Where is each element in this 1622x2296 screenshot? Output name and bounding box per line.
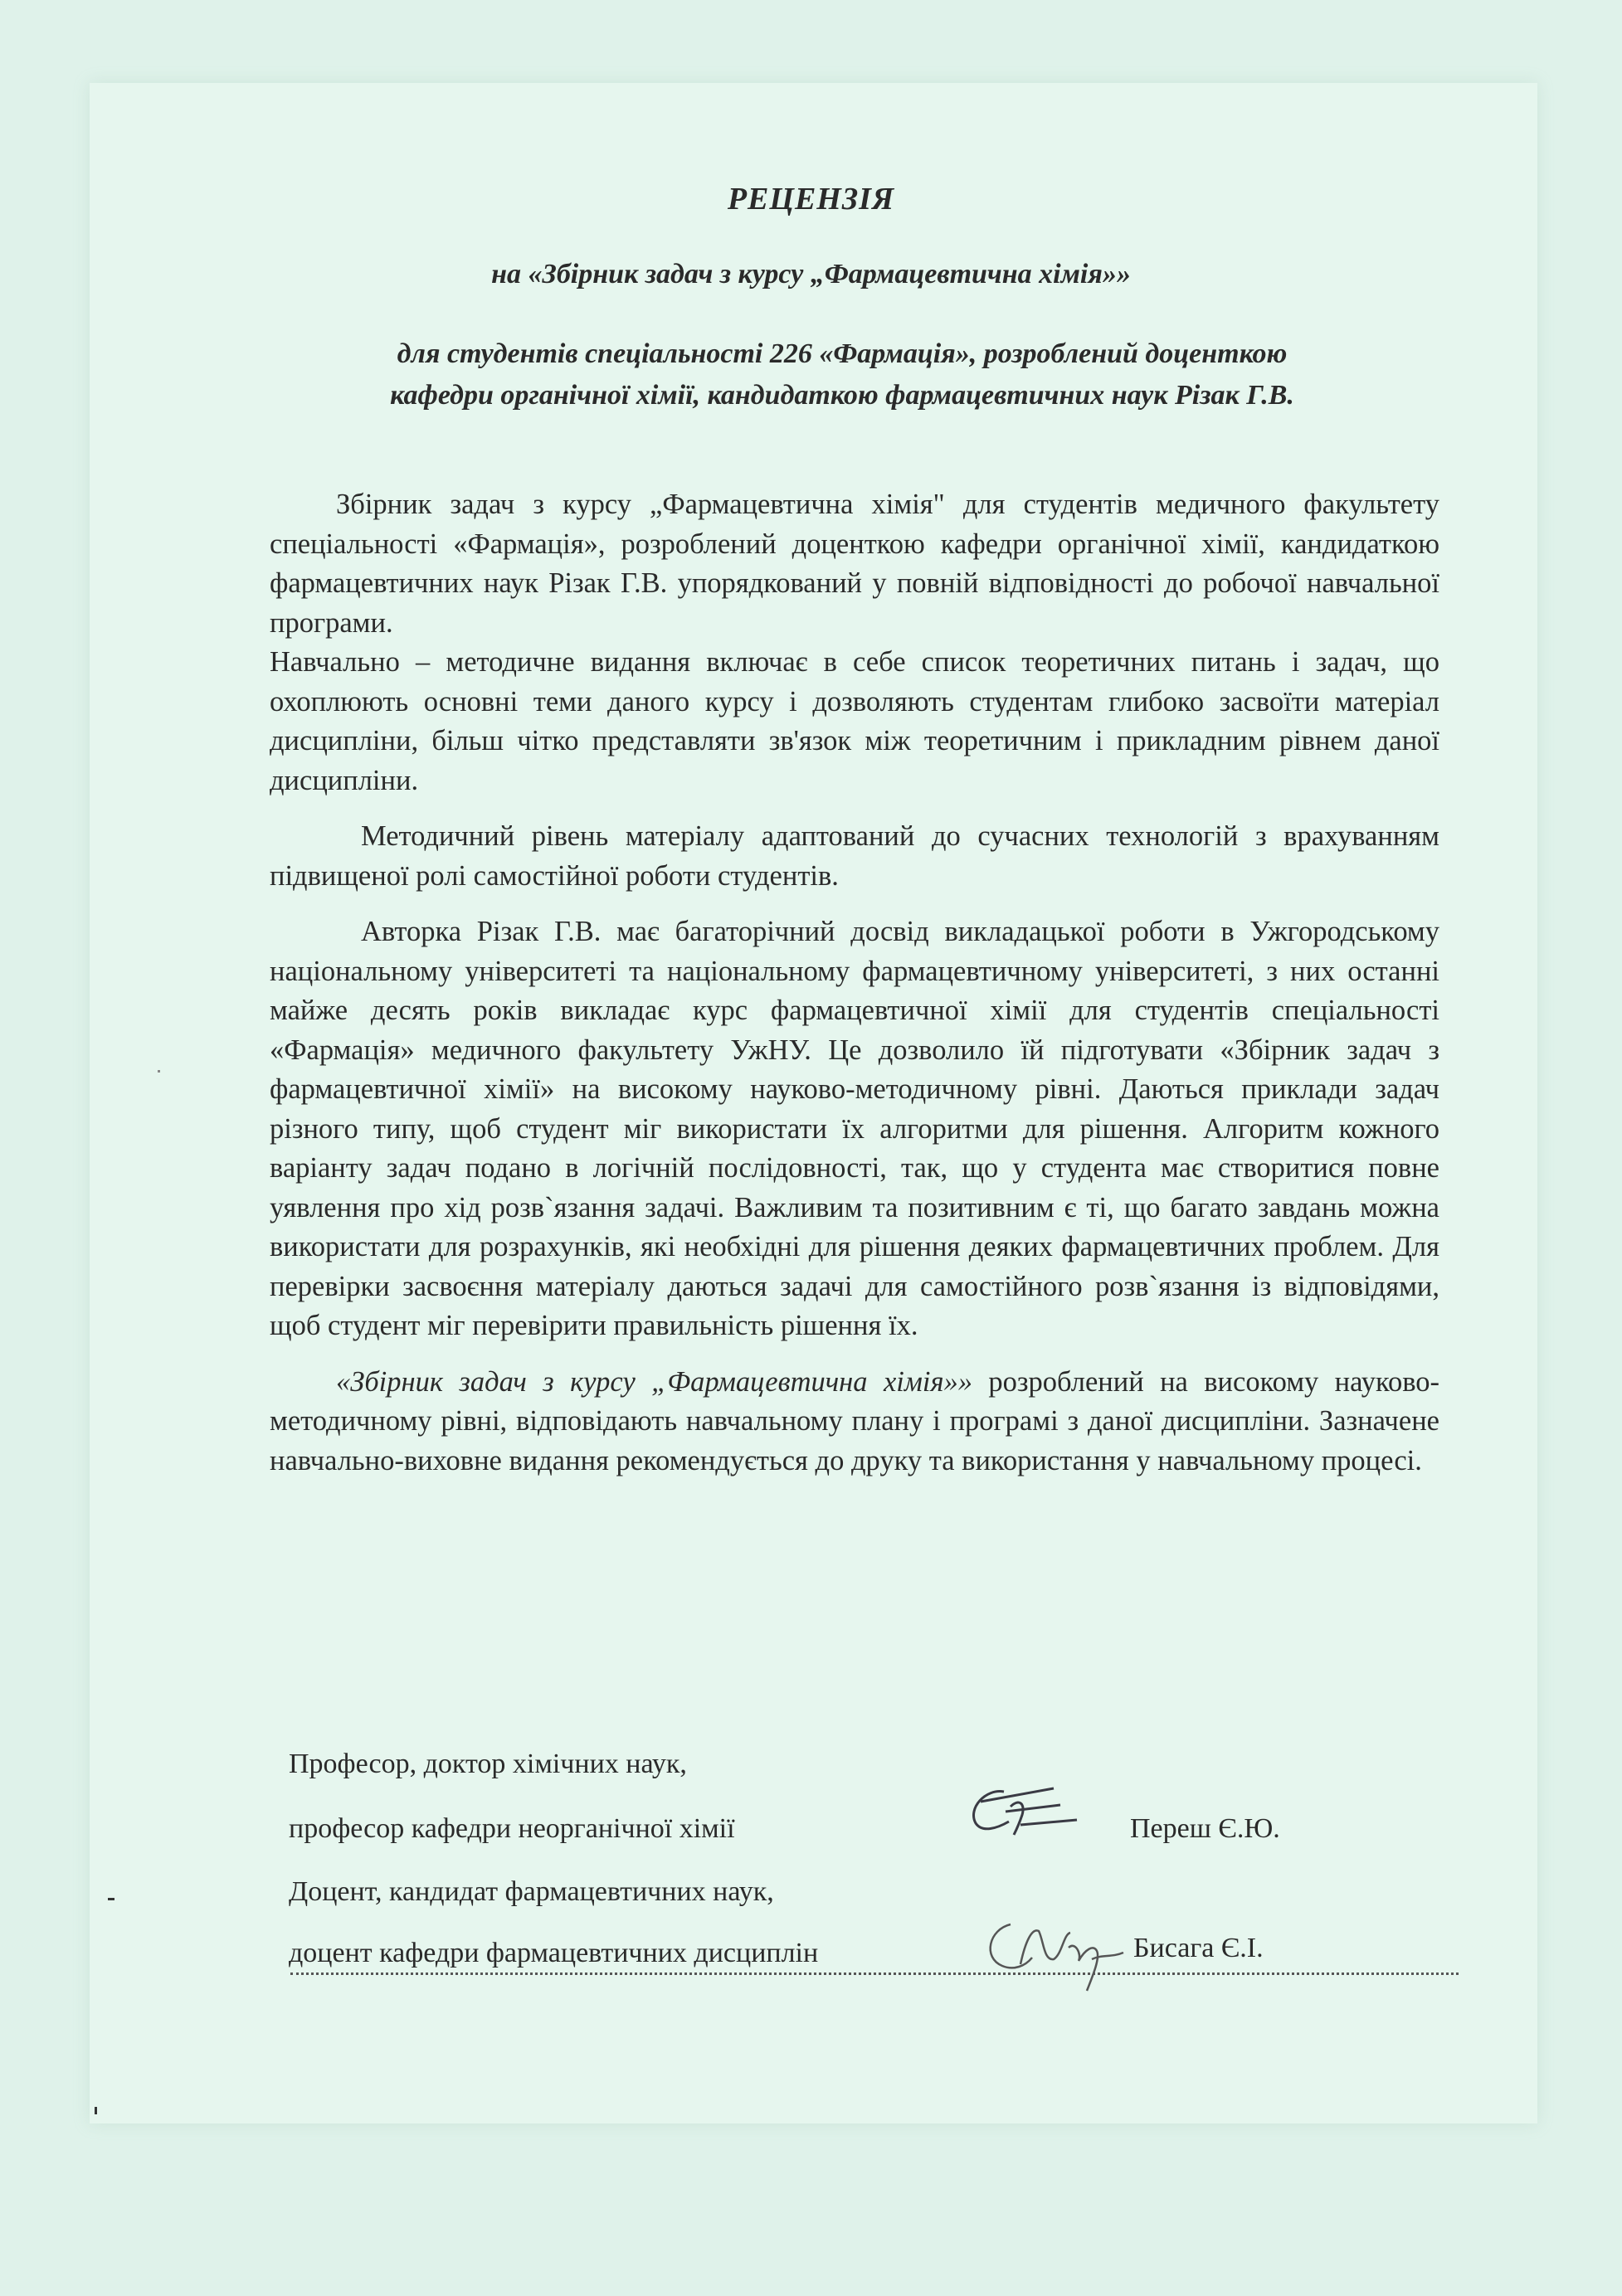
document-subtitle	[0, 259, 1622, 290]
paragraph-1: Збірник задач з курсу „Фармацевтична хімія" для студентів медичного факультету спеціальності «Фармація», розроблений доценткою кафедри органічної хімії, кандидаткою фармацевтичних наук Різак Г.В. упорядкований у повній відповідності до робочої навчальної програми.	[270, 489, 1439, 639]
document-subtitle-details	[249, 333, 1435, 416]
review-body	[270, 485, 1439, 1481]
subtitle-details-line-2: кафедри органічної хімії, кандидаткою фармацевтичних наук Різак Г.В.	[390, 380, 1294, 411]
signature-dotted-line	[290, 1973, 1459, 1975]
reviewer-1-name: Переш Є.Ю.	[1130, 1813, 1280, 1844]
scan-speck	[158, 1070, 160, 1073]
reviewer-2-title-line-2: доцент кафедри фармацевтичних дисциплін	[289, 1938, 819, 1968]
reviewer-2-title-line-1: Доцент, кандидат фармацевтичних наук,	[289, 1876, 774, 1907]
paragraph-3: Методичний рівень матеріалу адаптований до сучасних технологій з врахуванням підвищеної ролі самостійної роботи студентів.	[270, 820, 1439, 892]
paragraph-5-text: розроблений на високому науково-методичному рівні, відповідають навчальному плану і програмі з даної дисципліни. Зазначене навчально-виховне видання рекомендується до друку та використання у навчальному процесі.	[270, 1365, 1440, 1476]
scan-speck	[95, 2107, 97, 2114]
subtitle-prefix: на	[491, 259, 528, 289]
reviewer-1-signature	[961, 1773, 1094, 1840]
paragraph-4: Авторка Різак Г.В. має багаторічний досвід викладацької роботи в Ужгородському національному університеті та національному фармацевтичному університеті, з них останні майже десять років викладає курс фармацевтичної хімії для студентів спеціальності «Фармація» медичного факультету УжНУ. Це дозволило їй підготувати «Збірник задач з фармацевтичної хімії» на високому науково-методичному рівні. Даються приклади задач різного типу, щоб студент міг використати їх алгоритми для рішення. Алгоритм кожного варіанту задач подано в логічній послідовності, так, що у студента має створитися повне уявлення про хід розв`язання задачі. Важливим та позитивним є ті, що багато завдань можна використати для розрахунків, які необхідні для рішення деяких фармацевтичних проблем. Для перевірки засвоєння матеріалу даються задачі для самостійного розв`язання із відповідями, щоб студент міг перевірити правильність рішення їх.	[270, 916, 1439, 1341]
document-title: РЕЦЕНЗІЯ	[727, 182, 895, 216]
reviewer-2-name: Бисага Є.І.	[1133, 1933, 1264, 1963]
reviewer-1-title-line-2: професор кафедри неорганічної хімії	[289, 1813, 735, 1844]
reviewer-1-title-line-1: Професор, доктор хімічних наук,	[289, 1749, 687, 1779]
subtitle-book-title: «Збірник задач з курсу „Фармацевтична хімія»»	[528, 259, 1131, 289]
scan-speck	[108, 1898, 114, 1900]
paragraph-5-book-title: «Збірник задач з курсу „Фармацевтична хімія»»	[336, 1365, 973, 1398]
paragraph-2: Навчально – методичне видання включає в себе список теоретичних питань і задач, що охоплюють основні теми даного курсу і дозволяють студентам глибоко засвоїти матеріал дисципліни, більш чітко представляти зв'язок між теоретичним і прикладним рівнем даної дисципліни.	[270, 646, 1439, 796]
subtitle-details-line-1: для студентів спеціальності 226 «Фармація», розроблений доценткою	[397, 338, 1288, 369]
paragraph-5	[270, 1363, 1439, 1481]
reviewer-2-signature	[977, 1908, 1143, 1999]
